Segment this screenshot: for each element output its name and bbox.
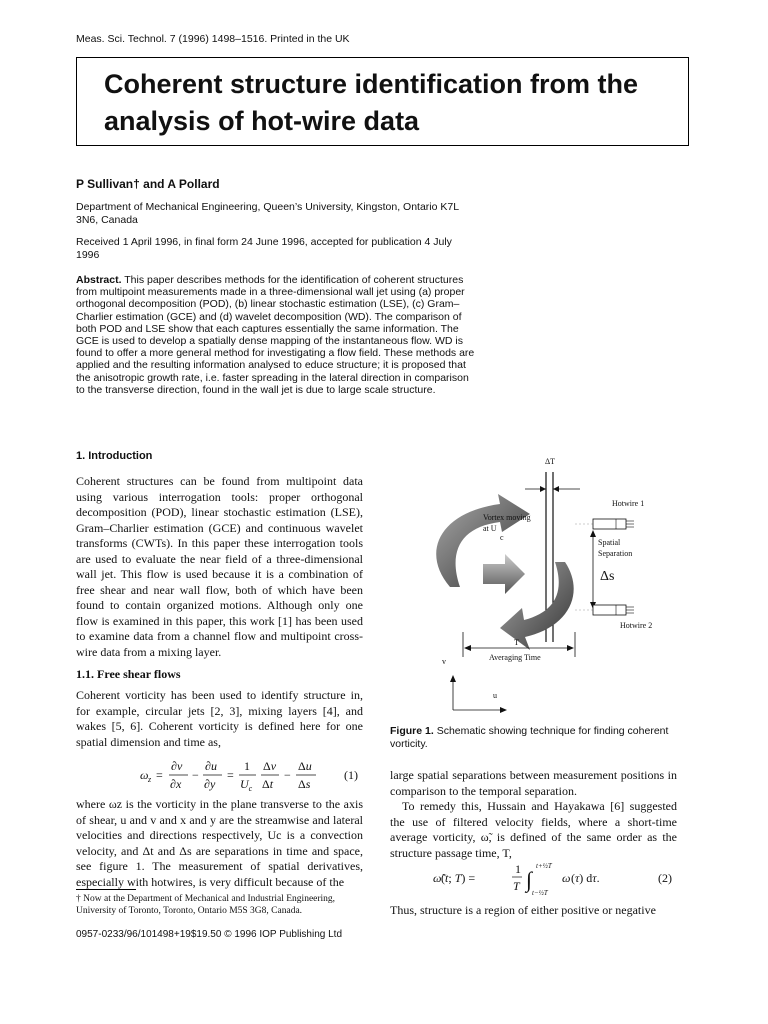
subsection-heading: 1.1. Free shear flows bbox=[76, 667, 181, 681]
svg-text:−: − bbox=[284, 768, 291, 782]
footnote: † Now at the Department of Mechanical and Industrial Engineering, University of Toronto, Toronto, Ontario M5S 3G8, Canada. bbox=[76, 894, 336, 916]
fig-delta-t-arrowhead-right bbox=[553, 486, 559, 492]
abstract-text: This paper describes methods for the identification of coherent structures from multipoint measurements made in a three-dimensional wall jet using (a) proper orthogonal decomposition (POD), (b) linear stochastic estimation (LSE), (c) Gram–Charlier estimation (GCE) and (d) wavelet decomposition (WD). The comparison of both POD and LSE show that each captures essentially the same information. The GCE is used to develop a spatially dense mapping of the instantaneous flow. WD is found to offer a more general method for investigating a flow field. These methods are applied and the resulting information analysed to educe structure; it is proposed that the anisotropic growth rate, i.e. faster spreading in the lateral direction in comparison to the transverse direction, found in the wall jet is due to large scale structure. bbox=[76, 274, 475, 396]
svg-text:−: − bbox=[192, 768, 199, 782]
footnote-divider bbox=[76, 889, 136, 890]
svg-text:∂x: ∂x bbox=[170, 777, 182, 791]
abstract bbox=[76, 274, 480, 396]
svg-text:t−½T: t−½T bbox=[532, 889, 548, 897]
fig-label-delta-s: Δs bbox=[600, 569, 615, 584]
svg-text:Δs: Δs bbox=[298, 777, 311, 791]
fig-label-delta-t: ΔT bbox=[545, 457, 556, 466]
svg-text:=: = bbox=[156, 768, 163, 782]
svg-text:∂y: ∂y bbox=[204, 777, 216, 791]
svg-text:Δt: Δt bbox=[262, 777, 274, 791]
fig-axis-label-u: u bbox=[493, 691, 497, 700]
svg-text:Δv: Δv bbox=[263, 759, 277, 773]
right-column-paragraph-1a: large spatial separations between measurement positions in comparison to the temporal separation. bbox=[390, 768, 677, 798]
journal-header: Meas. Sci. Technol. 7 (1996) 1498–1516. Printed in the UK bbox=[76, 33, 350, 45]
copyright-line: 0957-0233/96/101498+19$19.50 © 1996 IOP Publishing Ltd bbox=[76, 929, 343, 940]
equation-2 bbox=[390, 858, 677, 898]
affiliation: Department of Mechanical Engineering, Queen’s University, Kingston, Ontario K7L 3N6, Canada bbox=[76, 201, 459, 226]
fig-label-hotwire-1: Hotwire 1 bbox=[612, 499, 645, 508]
svg-text:∂u: ∂u bbox=[205, 759, 217, 773]
fig-label-vortex-1: Vortex moving bbox=[483, 513, 531, 522]
svg-text:t+½T: t+½T bbox=[536, 862, 552, 870]
fig-label-t: T bbox=[514, 638, 519, 647]
fig-axis-label-v: v bbox=[442, 657, 446, 666]
fig-label-hotwire-2: Hotwire 2 bbox=[620, 621, 653, 630]
fig-label-vortex-3: c bbox=[500, 533, 504, 542]
right-column-paragraph-2: Thus, structure is a region of either positive or negative bbox=[390, 903, 656, 917]
right-column-paragraph-1b: To remedy this, Hussain and Hayakawa [6] suggested the use of filtered velocity fields, where a short-time average vorticity, ω̃, is defined of the same order as the structure passage time, T, bbox=[390, 799, 677, 860]
fig-hotwire-1-probe bbox=[593, 519, 626, 529]
received-dates: Received 1 April 1996, in final form 24 June 1996, accepted for publication 4 July 1996 bbox=[76, 236, 452, 261]
fig-flow-arrow bbox=[483, 554, 525, 594]
svg-text:T: T bbox=[513, 879, 520, 893]
right-column-paragraph-1 bbox=[390, 768, 677, 861]
equation-1 bbox=[76, 757, 363, 793]
authors: P Sullivan† and A Pollard bbox=[76, 177, 220, 191]
paper-title: Coherent structure identification from the analysis of hot-wire data bbox=[104, 69, 639, 136]
subsection-paragraph: Coherent vorticity has been used to identify structure in, for example, circular jets [2, 3], mixing layers [4], and wakes [5, 6]. Coherent vorticity is defined here for one spatial dimension and time as, bbox=[76, 688, 363, 749]
fig-hotwire-2-probe bbox=[593, 605, 626, 615]
fig-label-vortex-2: at U bbox=[483, 524, 497, 533]
svg-text:1: 1 bbox=[515, 862, 521, 876]
equation-1-render bbox=[76, 757, 363, 793]
svg-text:Δu: Δu bbox=[298, 759, 312, 773]
svg-text:Uc: $U_c$ bbox=[240, 777, 253, 793]
svg-text:ω̃: ω̃ bbox=[433, 871, 442, 885]
figure-1-caption-text: Schematic showing technique for finding coherent vorticity. bbox=[390, 725, 669, 750]
figure-1-caption-label: Figure 1. bbox=[390, 725, 434, 737]
svg-text:∂v: ∂v bbox=[171, 759, 183, 773]
svg-text:ω: ω bbox=[140, 768, 149, 782]
svg-text:(τ) dτ.: (τ) dτ. bbox=[571, 871, 600, 885]
equation-1-explanation: where ωz is the vorticity in the plane transverse to the axis of shear, u and v and x and y are the streamwise and lateral velocities and directions respectively, Uc is a convection velocity, and Δt and Δs are separations in time and space, see figure 1. The measurement of spatial derivatives, especially with hotwires, is very difficult because of the bbox=[76, 797, 363, 889]
title-box bbox=[76, 57, 689, 146]
equation-1-number: (1) bbox=[344, 768, 358, 782]
svg-text:∫: ∫ bbox=[526, 867, 533, 892]
fig-label-separation: Separation bbox=[598, 549, 633, 558]
fig-label-averaging-time: Averaging Time bbox=[489, 653, 541, 662]
abstract-label: Abstract. bbox=[76, 274, 122, 286]
section-heading-introduction: 1. Introduction bbox=[76, 450, 153, 462]
equation-2-number: (2) bbox=[658, 871, 672, 885]
introduction-paragraph: Coherent structures can be found from multipoint data using various interrogation tools: proper orthogonal decomposition (POD), linear stochastic estimation (LSE), Gram–Charlier estimation (GCE) and continuous wavelet transforms (CWTs). In this paper these interrogation tools are used to evaluate the near field of a three-dimensional wall jet. This flow is used because it is a combination of free shear and near wall flow, both of which have been found to contain organized motions. Although only one flow is examined in this paper, this work [1] has been used to examine data from a channel flow and multipoint cross-wire data from a mixing layer. bbox=[76, 474, 363, 659]
svg-text:1: 1 bbox=[244, 759, 250, 773]
fig-delta-t-arrowhead-left bbox=[540, 486, 546, 492]
svg-text:ω: ω bbox=[562, 871, 571, 885]
svg-text:z: z bbox=[148, 775, 152, 784]
svg-text:=: = bbox=[227, 768, 234, 782]
figure-1-caption bbox=[390, 725, 680, 750]
equation-2-render bbox=[390, 858, 677, 898]
fig-label-spatial: Spatial bbox=[598, 538, 621, 547]
svg-text:(t; T) =: (t; T) = bbox=[441, 871, 476, 885]
figure-1 bbox=[390, 452, 690, 717]
